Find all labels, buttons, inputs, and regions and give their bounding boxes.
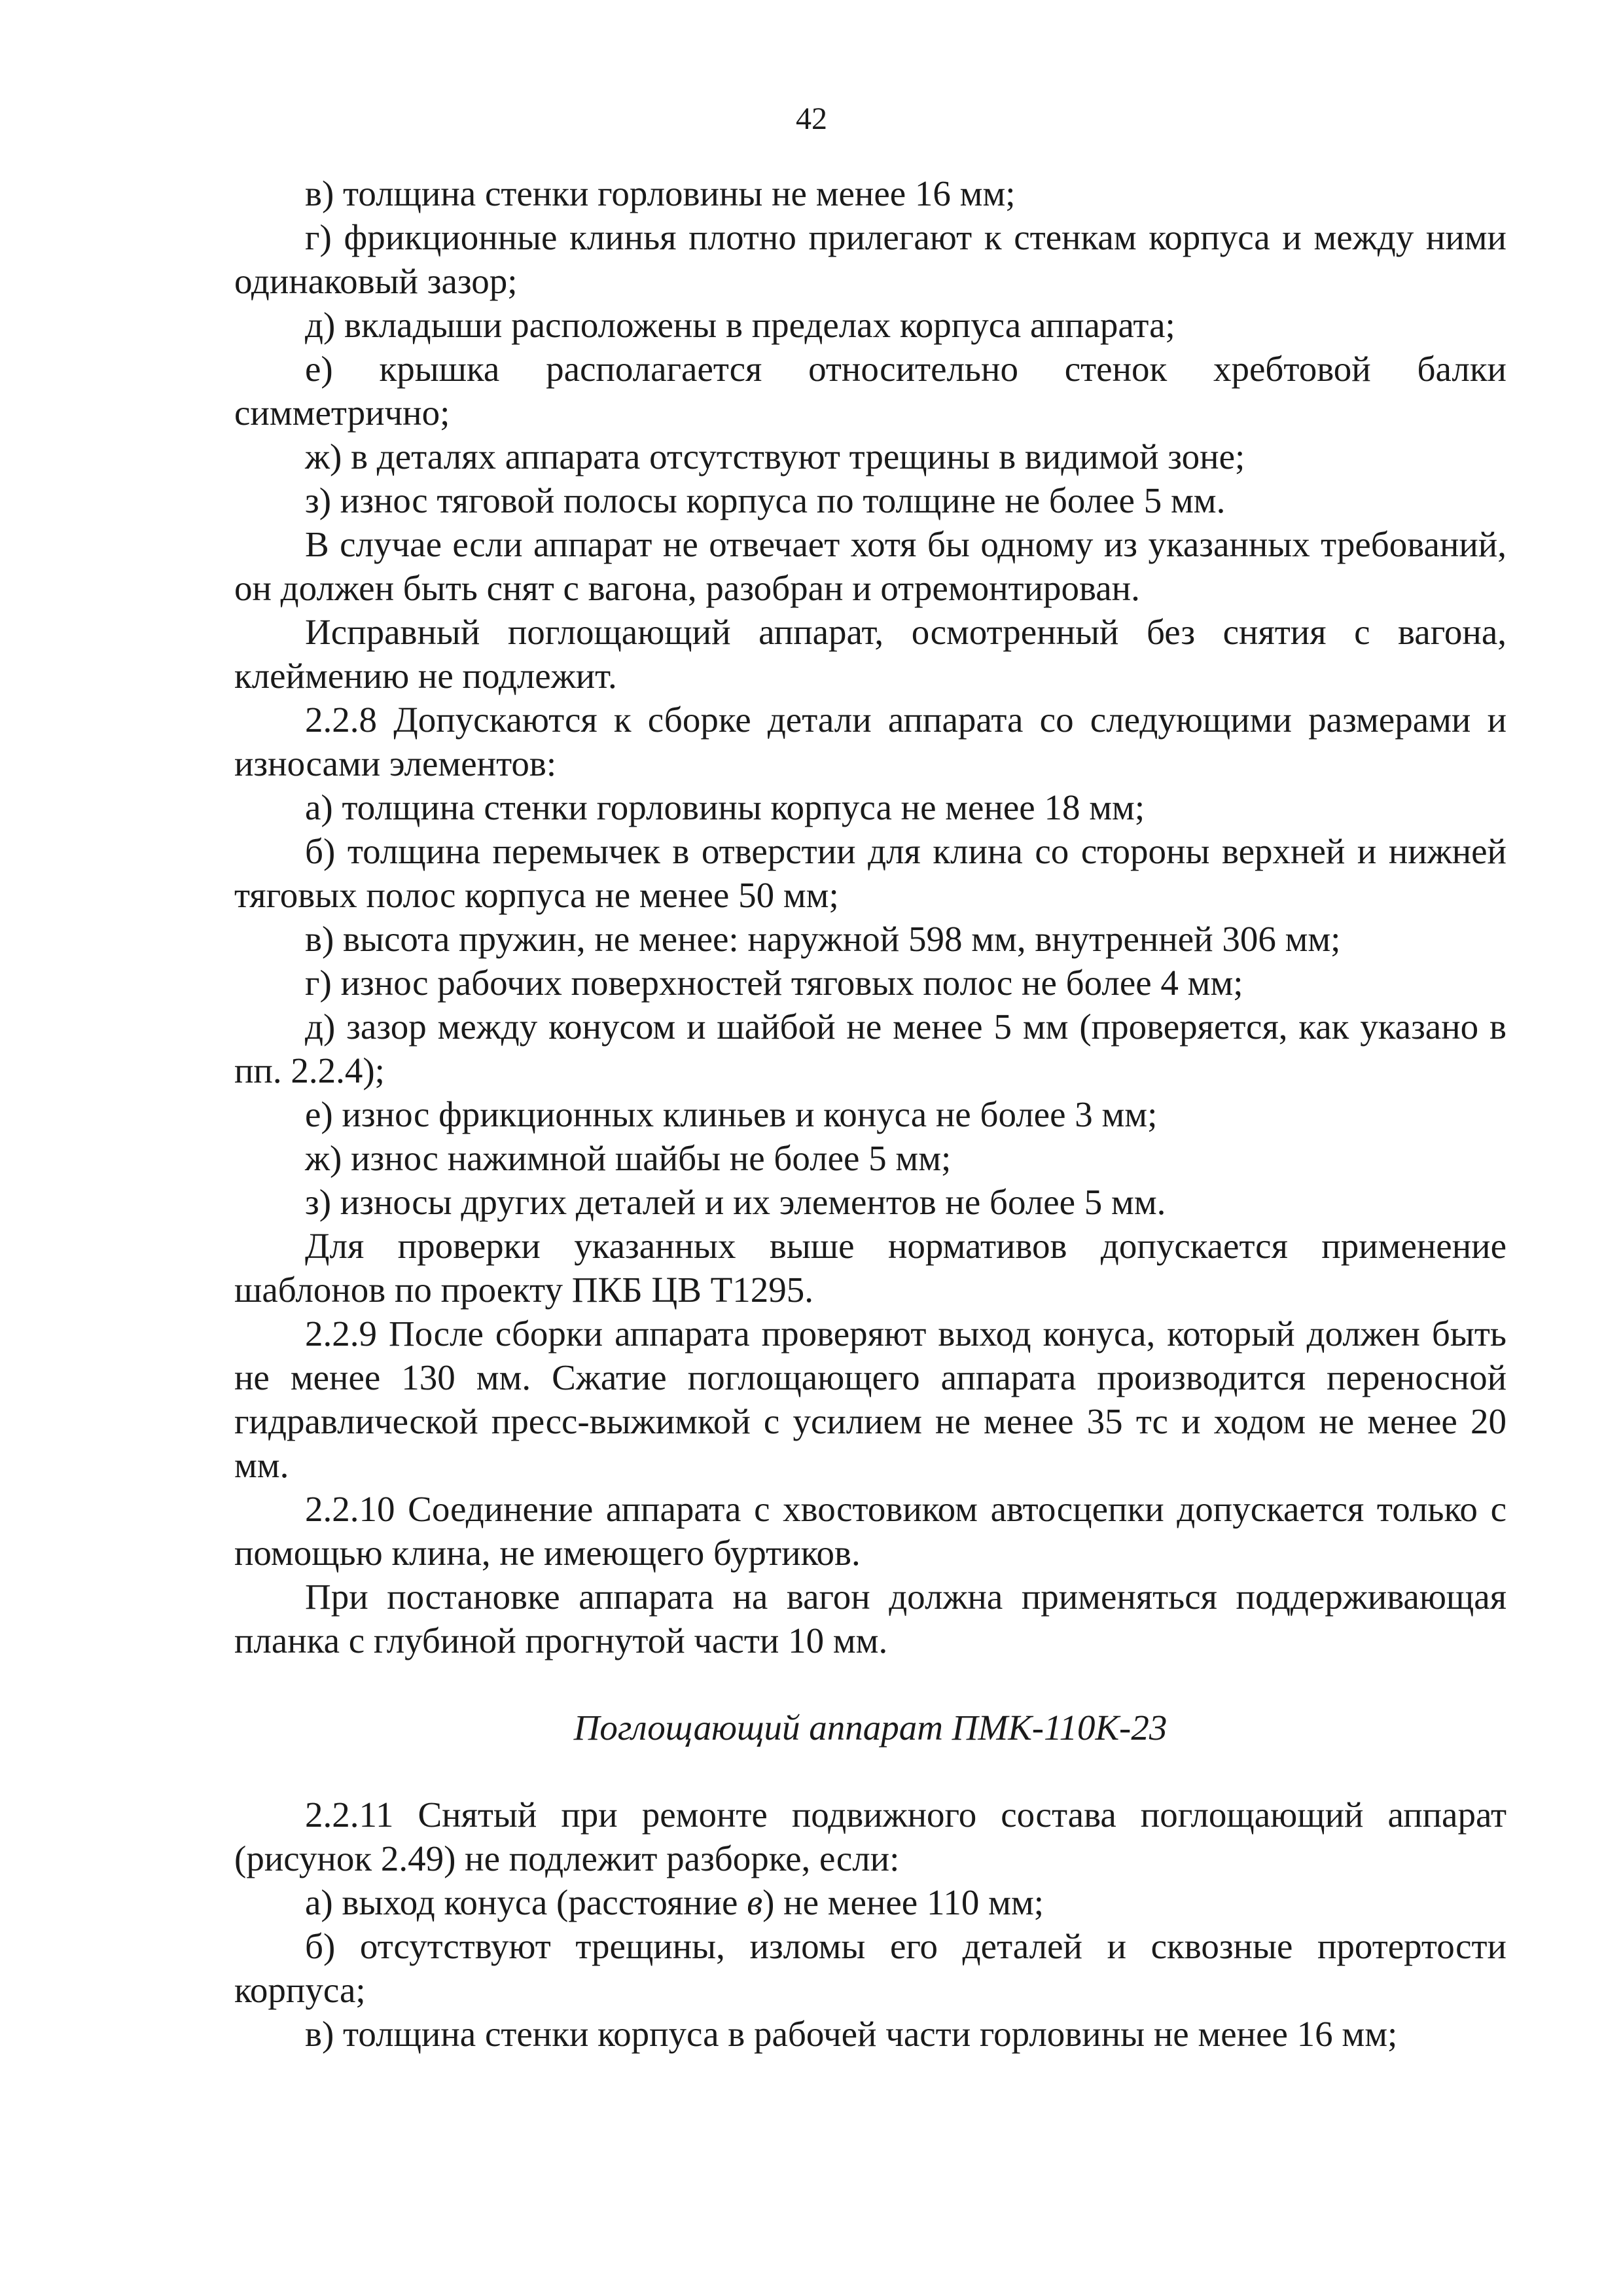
list-item-d-gap: д) зазор между конусом и шайбой не менее 5 мм (проверяется, как указано в пп. 2.2.4); (234, 1007, 1507, 1090)
section-heading: Поглощающий аппарат ПМК-110К-23 (573, 1708, 1168, 1748)
list-item-e-wedge-wear: е) износ фрикционных клиньев и конуса не более 3 мм; (305, 1094, 1158, 1134)
list-item-g-surface-wear: г) износ рабочих поверхностей тяговых полос не более 4 мм; (305, 963, 1243, 1003)
list-item-d-inserts: д) вкладыши расположены в пределах корпуса аппарата; (305, 305, 1175, 345)
paragraph-removal-requirement: В случае если аппарат не отвечает хотя бы одному из указанных требований, он должен быть снят с вагона, разобран и отремонтирован. (234, 524, 1507, 608)
list-item-b-jumpers: б) толщина перемычек в отверстии для клина со стороны верхней и нижней тяговых полос корпуса не менее 50 мм; (234, 831, 1507, 915)
paragraph-templates: Для проверки указанных выше нормативов допускается применение шаблонов по проекту ПКБ ЦВ Т1295. (234, 1226, 1507, 1310)
list-item-g-friction-wedges: г) фрикционные клинья плотно прилегают к стенкам корпуса и между ними одинаковый зазор; (234, 217, 1507, 301)
page-number: 42 (796, 101, 827, 136)
document-body (234, 171, 1507, 2056)
cone-exit-text-start: а) выход конуса (расстояние (305, 1882, 747, 1922)
list-item-a-neck-wall: а) толщина стенки горловины корпуса не менее 18 мм; (305, 787, 1145, 827)
paragraph-support-plate: При постановке аппарата на вагон должна применяться поддерживающая планка с глубиной прогнутой части 10 мм. (234, 1577, 1507, 1660)
list-item-a-cone-exit (234, 1880, 1507, 1924)
distance-variable: в (747, 1882, 763, 1922)
list-item-v-body-wall: в) толщина стенки корпуса в рабочей части горловины не менее 16 мм; (305, 2014, 1398, 2054)
cone-exit-text-end: ) не менее 110 мм; (762, 1882, 1044, 1922)
list-item-v-neck-wall: в) толщина стенки горловины не менее 16 мм; (305, 173, 1016, 213)
list-item-v-spring-height: в) высота пружин, не менее: наружной 598 мм, внутренней 306 мм; (305, 919, 1341, 959)
clause-2-2-10: 2.2.10 Соединение аппарата с хвостовиком автосцепки допускается только с помощью клина, не имеющего буртиков. (234, 1489, 1507, 1573)
list-item-b-no-cracks: б) отсутствуют трещины, изломы его деталей и сквозные протертости корпуса; (234, 1926, 1507, 2010)
paragraph-no-marking: Исправный поглощающий аппарат, осмотренный без снятия с вагона, клеймению не подлежит. (234, 612, 1507, 696)
clause-2-2-8: 2.2.8 Допускаются к сборке детали аппарата со следующими размерами и износами элементов: (234, 700, 1507, 783)
list-item-zh-washer-wear: ж) износ нажимной шайбы не более 5 мм; (305, 1138, 952, 1178)
list-item-e-cover: е) крышка располагается относительно стенок хребтовой балки симметрично; (234, 349, 1507, 433)
list-item-z-other-wear: з) износы других деталей и их элементов не более 5 мм. (305, 1182, 1166, 1222)
list-item-z-strip-wear: з) износ тяговой полосы корпуса по толщине не более 5 мм. (305, 480, 1226, 520)
clause-2-2-11: 2.2.11 Снятый при ремонте подвижного состава поглощающий аппарат (рисунок 2.49) не подлежит разборке, если: (234, 1795, 1507, 1878)
list-item-zh-cracks: ж) в деталях аппарата отсутствуют трещины в видимой зоне; (305, 437, 1245, 476)
clause-2-2-9: 2.2.9 После сборки аппарата проверяют выход конуса, который должен быть не менее 130 мм. Сжатие поглощающего аппарата производится переносной гидравлической пресс-выжимкой с усилием не менее 35 тс и ходом не менее 20 мм. (234, 1314, 1507, 1485)
